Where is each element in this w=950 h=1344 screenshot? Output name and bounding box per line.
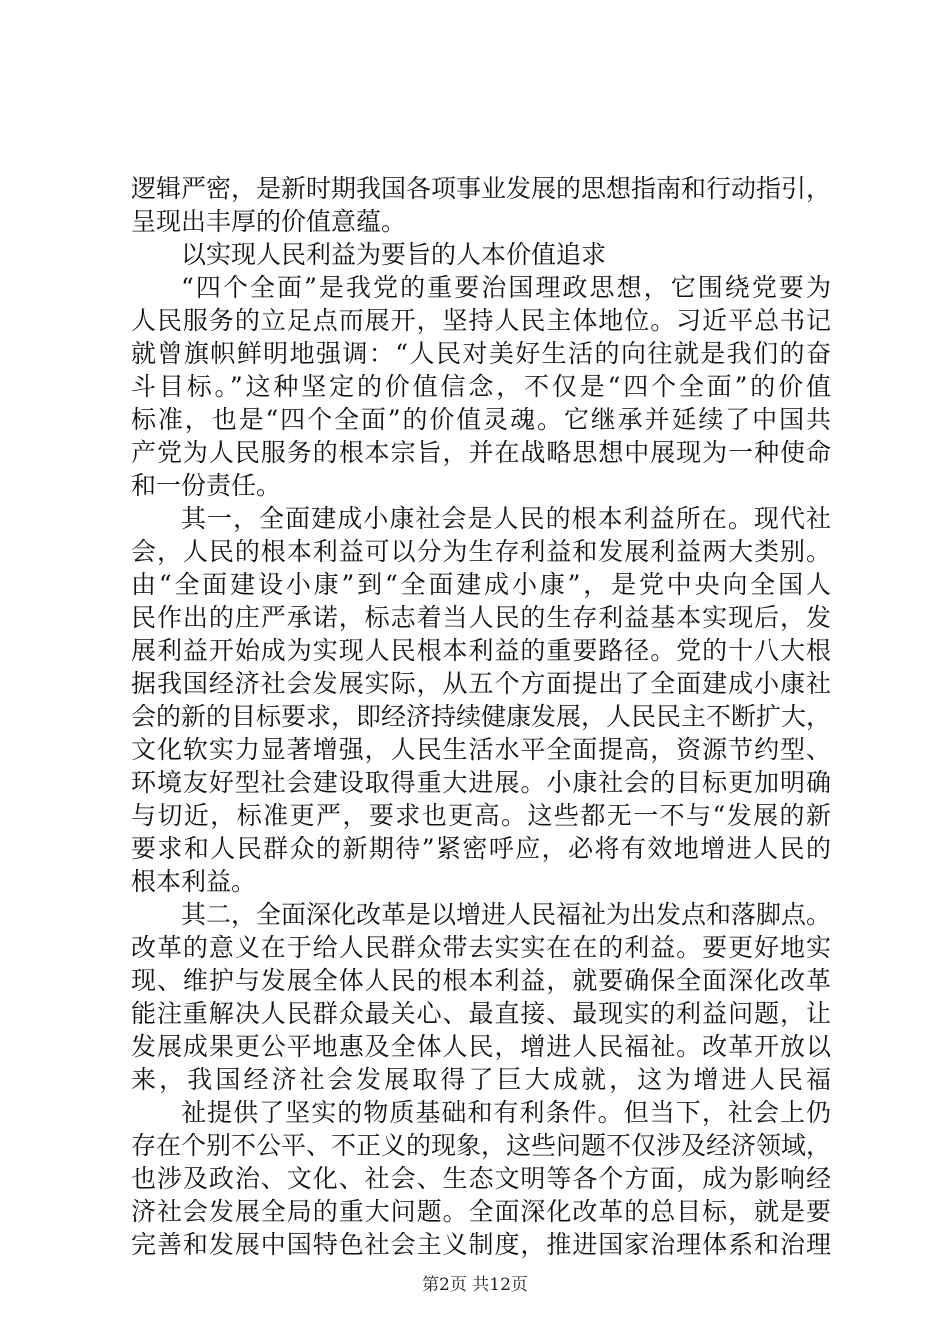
text-line: 人民服务的立足点而展开，坚持人民主体地位。习近平总书记 [131, 306, 831, 335]
text-line: 会，人民的根本利益可以分为生存利益和发展利益两大类别。 [131, 537, 831, 566]
page-footer: 第2页 共12页 [422, 1275, 528, 1295]
text-line: 改革的意义在于给人民群众带去实实在在的利益。要更好地实 [131, 933, 831, 962]
text-line: 济社会发展全局的重大问题。全面深化改革的总目标，就是要 [131, 1197, 831, 1226]
text-line: 就曾旗帜鲜明地强调：“人民对美好生活的向往就是我们的奋 [131, 339, 831, 368]
text-line: 现、维护与发展全体人民的根本利益，就要确保全面深化改革 [131, 966, 831, 995]
text-line: 也涉及政治、文化、社会、生态文明等各个方面，成为影响经 [131, 1164, 831, 1193]
text-line: 据我国经济社会发展实际，从五个方面提出了全面建成小康社 [131, 669, 831, 698]
text-line: 由“全面建设小康”到“全面建成小康”，是党中央向全国人 [131, 570, 831, 599]
text-line: 呈现出丰厚的价值意蕴。 [131, 207, 407, 236]
text-line: 来，我国经济社会发展取得了巨大成就，这为增进人民福 [131, 1065, 831, 1094]
text-line: 标准，也是“四个全面”的价值灵魂。它继承并延续了中国共 [131, 405, 831, 434]
text-line: 祉提供了坚实的物质基础和有利条件。但当下，社会上仍 [181, 1098, 831, 1127]
text-line: 产党为人民服务的根本宗旨，并在战略思想中展现为一种使命 [131, 438, 831, 467]
text-line: 其一，全面建成小康社会是人民的根本利益所在。现代社 [181, 504, 831, 533]
text-line: 存在个别不公平、不正义的现象，这些问题不仅涉及经济领域， [131, 1131, 832, 1160]
text-line: 斗目标。”这种坚定的价值信念，不仅是“四个全面”的价值 [131, 372, 831, 401]
text-line: 展利益开始成为实现人民根本利益的重要路径。党的十八大根 [131, 636, 831, 665]
text-line: 环境友好型社会建设取得重大进展。小康社会的目标更加明确 [131, 768, 831, 797]
text-line: 会的新的目标要求，即经济持续健康发展，人民民主不断扩大， [131, 702, 832, 731]
text-line: 根本利益。 [131, 867, 257, 896]
text-line: 与切近，标准更严，要求也更高。这些都无一不与“发展的新 [131, 801, 831, 830]
section-heading: 以实现人民利益为要旨的人本价值追求 [181, 240, 607, 269]
text-line: 发展成果更公平地惠及全体人民，增进人民福祉。改革开放以 [131, 1032, 831, 1061]
text-line: 能注重解决人民群众最关心、最直接、最现实的利益问题，让 [131, 999, 831, 1028]
text-line: 要求和人民群众的新期待”紧密呼应，必将有效地增进人民的 [131, 834, 831, 863]
text-line: 和一份责任。 [131, 471, 282, 500]
text-line: 逻辑严密，是新时期我国各项事业发展的思想指南和行动指引， [131, 174, 832, 203]
text-line: 完善和发展中国特色社会主义制度，推进国家治理体系和治理 [131, 1230, 831, 1259]
text-line: “四个全面”是我党的重要治国理政思想，它围绕党要为 [181, 273, 831, 302]
text-line: 其二，全面深化改革是以增进人民福祉为出发点和落脚点。 [181, 900, 832, 929]
body-text [131, 172, 831, 1261]
text-line: 文化软实力显著增强，人民生活水平全面提高，资源节约型、 [131, 735, 831, 764]
text-line: 民作出的庄严承诺，标志着当人民的生存利益基本实现后，发 [131, 603, 831, 632]
